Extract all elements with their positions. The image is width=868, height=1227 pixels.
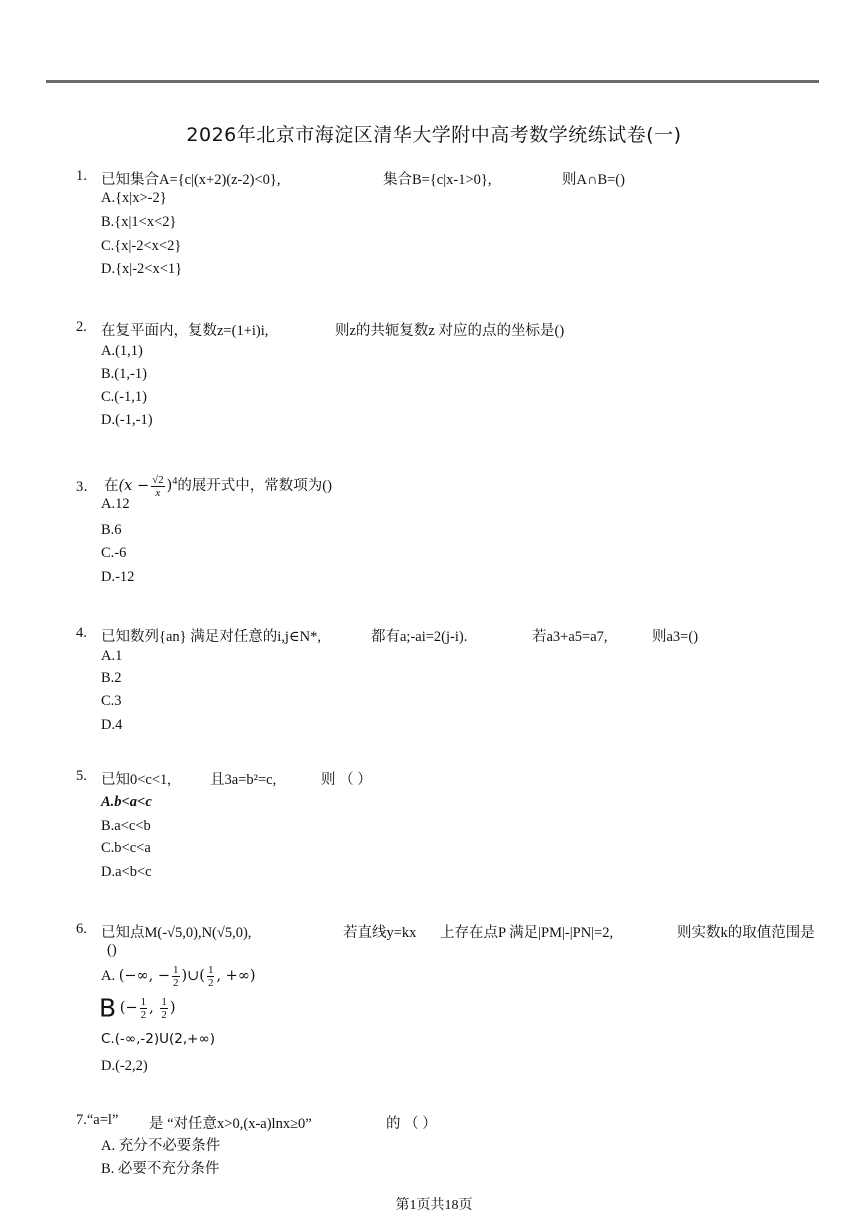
fraction-denominator: 2	[140, 1009, 147, 1022]
option-c: C.{x|-2<x<2}	[101, 238, 182, 254]
math-text: , +∞)	[216, 968, 256, 984]
fraction-denominator: 2	[207, 977, 214, 990]
question-text: 7.“a=l”	[76, 1112, 119, 1128]
option-d: D.{x|-2<x<1}	[101, 261, 183, 277]
option-b: B.6	[101, 522, 122, 538]
question-text: 都有a;-ai=2(j-i).	[371, 629, 468, 645]
math-text: )∪(	[181, 968, 205, 984]
option-a: A.b<a<c	[101, 794, 152, 810]
question-text: 集合B={c|x-1>0},	[383, 172, 492, 188]
fraction-denominator: 2	[173, 977, 179, 990]
fraction-denominator: 2	[161, 1009, 167, 1022]
option-c: C.-6	[101, 545, 127, 561]
header-rule	[46, 80, 819, 83]
math-exponent: 4	[172, 476, 178, 487]
option-b: B.a<c<b	[101, 818, 151, 834]
question-text: 已知点M(-√5,0),N(√5,0),	[101, 925, 252, 941]
option-b	[99, 992, 175, 1025]
question-text: 则a3=()	[652, 629, 699, 645]
math-text: (−∞, −	[118, 968, 170, 984]
question-expression	[104, 462, 332, 506]
question-text: 已知0<c<1,	[101, 772, 171, 788]
question-text: 的 （ ）	[386, 1116, 437, 1132]
option-d: D.-12	[101, 569, 135, 585]
option-c: C.(-1,1)	[101, 389, 147, 405]
question-text: 则实数k的取值范围是	[677, 925, 815, 941]
question-number: 3．	[76, 479, 98, 495]
option-d: D.a<b<c	[101, 864, 152, 880]
option-c: C.3	[101, 693, 122, 709]
question-number: 4.	[76, 625, 87, 641]
option-label: B	[99, 993, 117, 1023]
page-footer: 第1页共18页	[395, 1198, 473, 1213]
question-text: 是 “对任意x>0,(x-a)lnx≥0”	[149, 1116, 312, 1132]
option-label: A.	[101, 968, 116, 984]
option-d: D.(-1,-1)	[101, 412, 153, 428]
option-c: C.b<c<a	[101, 840, 151, 856]
option-b: B.2	[101, 670, 122, 686]
math-text: (−	[119, 1000, 138, 1016]
question-text: 若直线y=kx	[343, 925, 417, 941]
option-b: B. 必要不充分条件	[101, 1161, 220, 1177]
option-a: A.(1,1)	[101, 343, 143, 359]
question-number: 1.	[76, 168, 87, 184]
question-number: 5.	[76, 768, 87, 784]
option-a: A.12	[101, 496, 130, 512]
question-number: 6.	[76, 921, 87, 937]
question-text: 已知集合A={c|(x+2)(z-2)<0},	[101, 172, 281, 188]
option-c: C.(-∞,-2)U(2,+∞)	[101, 1031, 215, 1047]
option-b: B.{x|1<x<2}	[101, 214, 177, 230]
question-text: 且3a=b²=c,	[210, 772, 277, 788]
math-text: ,	[149, 1000, 159, 1016]
question-number: 2.	[76, 319, 87, 335]
option-a: A.{x|x>-2}	[101, 190, 167, 206]
math-text: )	[169, 1000, 176, 1016]
question-text: 上存在点P 满足|PM|-|PN|=2,	[440, 925, 614, 941]
question-text: 若a3+a5=a7,	[532, 629, 608, 645]
question-text: 的展开式中，常数项为()	[177, 477, 332, 494]
math-fraction	[140, 996, 148, 1021]
question-text: 则z的共轭复数z 对应的点的坐标是()	[335, 323, 565, 339]
fraction-numerator: 1	[140, 996, 147, 1009]
page-title: 2026年北京市海淀区清华大学附中高考数学统练试卷(一)	[186, 124, 682, 146]
option-a: A.1	[101, 648, 123, 664]
fraction-numerator: 1	[207, 964, 214, 977]
fraction-numerator: √2	[152, 474, 164, 486]
fraction-denominator: x	[155, 487, 161, 499]
math-fraction	[151, 474, 165, 499]
math-close: )	[166, 477, 173, 494]
math-fraction	[207, 964, 215, 989]
option-a	[101, 960, 256, 992]
question-text: 在	[104, 477, 119, 494]
question-text: 则 （ ）	[321, 772, 372, 788]
option-b: B.(1,-1)	[101, 366, 147, 382]
option-d: D.(-2,2)	[101, 1058, 148, 1074]
math-fraction	[172, 964, 180, 989]
question-text: 则A∩B=()	[562, 172, 625, 188]
question-text: 已知数列{an} 满足对任意的i,j∈N*,	[101, 629, 321, 645]
fraction-numerator: 1	[161, 996, 167, 1009]
option-a: A. 充分不必要条件	[101, 1138, 221, 1154]
question-text: ()	[107, 942, 117, 958]
math-open: (x −	[118, 477, 150, 494]
question-text: 在复平面内，复数z=(1+i)i,	[101, 323, 269, 339]
fraction-numerator: 1	[173, 964, 179, 977]
option-d: D.4	[101, 717, 123, 733]
math-fraction	[160, 996, 168, 1021]
